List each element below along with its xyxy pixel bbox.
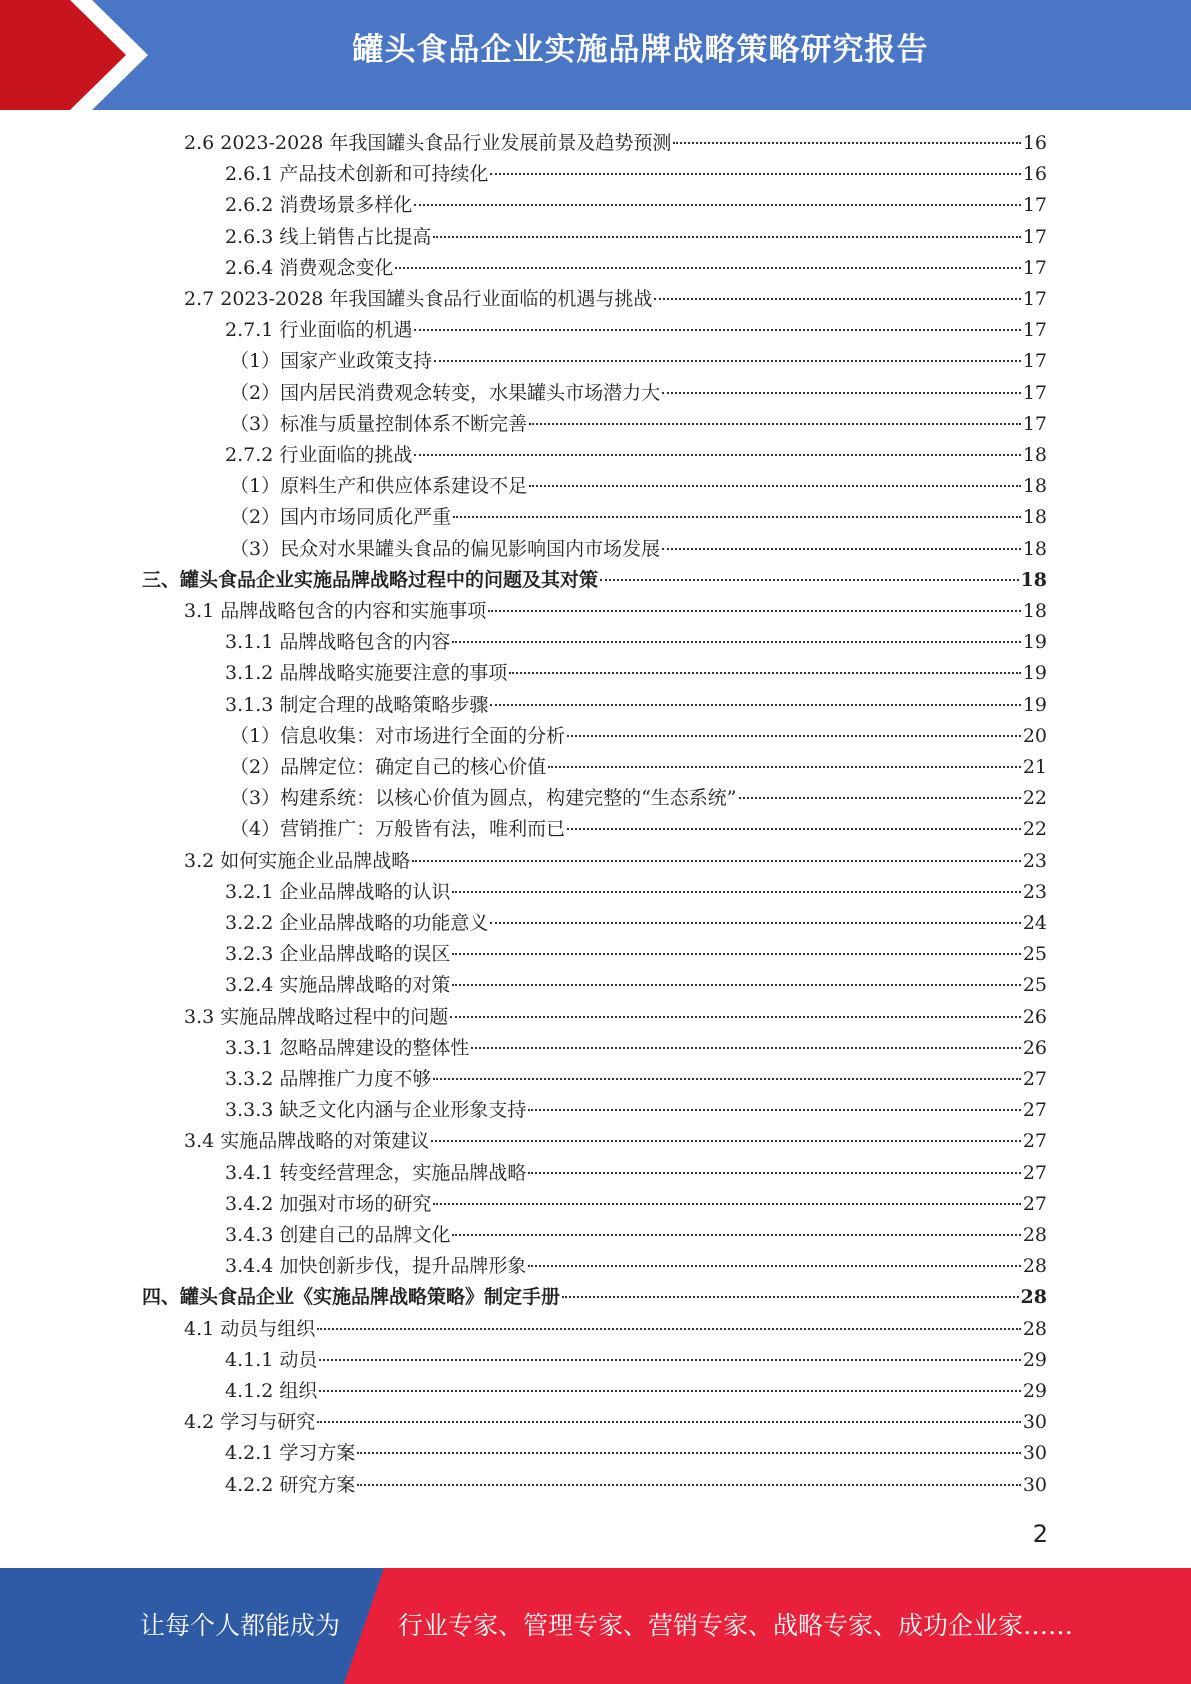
toc-chapter-entry[interactable] <box>142 1282 1047 1313</box>
toc-entry-page: 17 <box>1022 350 1047 373</box>
toc-dot-leader <box>528 1172 1020 1174</box>
toc-entry[interactable] <box>225 690 1047 721</box>
toc-entry-page: 29 <box>1022 1348 1047 1371</box>
toc-entry-page: 18 <box>1022 506 1047 529</box>
toc-entry-page: 17 <box>1022 288 1047 310</box>
toc-dot-leader <box>654 298 1020 300</box>
toc-entry-title: 4.1.2 组织 <box>225 1380 318 1402</box>
toc-entry-page: 18 <box>1022 444 1047 466</box>
toc-entry-page: 27 <box>1022 1161 1047 1184</box>
toc-entry[interactable] <box>184 284 1047 315</box>
toc-entry-title: 3.4.3 创建自己的品牌文化 <box>225 1224 451 1246</box>
toc-entry-page: 17 <box>1022 194 1047 217</box>
toc-dot-leader <box>357 1484 1020 1486</box>
toc-entry-title: （1）原料生产和供应体系建设不足 <box>230 475 528 498</box>
toc-entry-page: 21 <box>1022 756 1047 778</box>
toc-entry-title: （3）标准与质量控制体系不断完善 <box>230 412 528 435</box>
toc-dot-leader <box>452 953 1020 955</box>
toc-entry-title: （1）国家产业政策支持 <box>230 350 433 373</box>
toc-dot-leader <box>452 891 1020 893</box>
toc-entry-title: 3.2.1 企业品牌战略的认识 <box>225 880 451 903</box>
toc-entry[interactable] <box>225 315 1047 346</box>
toc-dot-leader <box>433 1078 1020 1080</box>
toc-entry-title: 2.7.2 行业面临的挑战 <box>225 444 413 466</box>
toc-entry[interactable] <box>184 596 1047 627</box>
footer-roles: 行业专家、管理专家、营销专家、战略专家、成功企业家…… <box>398 1611 1074 1640</box>
toc-entry[interactable] <box>230 783 1047 814</box>
toc-entry-title: 三、罐头食品企业实施品牌战略过程中的问题及其对策 <box>142 568 599 591</box>
toc-entry-title: 2.7 2023-2028 年我国罐头食品行业面临的机遇与挑战 <box>184 288 653 310</box>
toc-dot-leader <box>490 173 1020 175</box>
toc-dot-leader <box>319 1390 1020 1392</box>
toc-dot-leader <box>433 1203 1020 1205</box>
toc-entry[interactable] <box>225 1470 1047 1501</box>
toc-entry[interactable] <box>230 409 1047 440</box>
toc-dot-leader <box>431 1140 1021 1142</box>
toc-entry-page: 26 <box>1022 1036 1047 1059</box>
toc-dot-leader <box>528 1265 1020 1267</box>
toc-dot-leader <box>662 392 1021 394</box>
toc-dot-leader <box>600 579 1019 581</box>
toc-entry-page: 17 <box>1022 225 1047 248</box>
toc-entry-title: 2.7.1 行业面临的机遇 <box>225 319 413 342</box>
toc-entry-page: 20 <box>1022 724 1047 747</box>
toc-entry-page: 24 <box>1022 912 1047 934</box>
toc-dot-leader <box>319 1359 1020 1361</box>
toc-entry-page: 28 <box>1022 1224 1047 1246</box>
toc-entry-page: 25 <box>1022 943 1047 966</box>
toc-entry-title: 4.2 学习与研究 <box>184 1411 316 1434</box>
toc-entry-page: 19 <box>1022 662 1047 685</box>
toc-dot-leader <box>673 142 1020 144</box>
toc-entry-title: 3.4 实施品牌战略的对策建议 <box>184 1130 430 1153</box>
toc-entry[interactable] <box>225 1095 1047 1126</box>
toc-entry-page: 18 <box>1022 600 1047 622</box>
toc-dot-leader <box>433 236 1020 238</box>
toc-entry[interactable] <box>184 128 1047 159</box>
toc-entry-title: （2）品牌定位：确定自己的核心价值 <box>230 756 547 778</box>
toc-dot-leader <box>548 766 1021 768</box>
toc-entry-page: 18 <box>1020 568 1047 591</box>
toc-entry-page: 30 <box>1022 1473 1047 1496</box>
toc-entry-page: 25 <box>1022 974 1047 997</box>
toc-dot-leader <box>452 984 1020 986</box>
toc-entry-page: 27 <box>1022 1130 1047 1153</box>
toc-dot-leader <box>528 1109 1020 1111</box>
toc-entry[interactable] <box>225 939 1047 970</box>
toc-dot-leader <box>453 516 1021 518</box>
toc-entry[interactable] <box>225 1376 1047 1407</box>
toc-entry-title: 3.3.3 缺乏文化内涵与企业形象支持 <box>225 1099 527 1122</box>
toc-entry-page: 17 <box>1022 381 1047 404</box>
toc-entry-title: （2）国内居民消费观念转变，水果罐头市场潜力大 <box>230 381 661 404</box>
toc-entry[interactable] <box>225 658 1047 689</box>
toc-entry-title: （2）国内市场同质化严重 <box>230 506 452 529</box>
toc-entry-title: 四、罐头食品企业《实施品牌战略策略》制定手册 <box>142 1286 561 1309</box>
toc-entry[interactable] <box>225 190 1047 221</box>
page-footer <box>0 1568 1191 1684</box>
toc-entry-title: 3.1.2 品牌战略实施要注意的事项 <box>225 662 508 685</box>
toc-dot-leader <box>395 267 1020 269</box>
toc-entry[interactable] <box>225 1220 1047 1251</box>
toc-entry[interactable] <box>225 222 1047 253</box>
toc-entry[interactable] <box>225 1345 1047 1376</box>
page-number: 2 <box>1032 1520 1048 1548</box>
toc-entry[interactable] <box>225 253 1047 284</box>
toc-entry-title: 2.6 2023-2028 年我国罐头食品行业发展前景及趋势预测 <box>184 132 672 154</box>
toc-entry-title: 4.2.2 研究方案 <box>225 1473 356 1496</box>
toc-entry-page: 28 <box>1022 1255 1047 1278</box>
toc-entry[interactable] <box>230 378 1047 409</box>
toc-dot-leader <box>357 1452 1020 1454</box>
toc-dot-leader <box>490 922 1020 924</box>
toc-entry-page: 30 <box>1022 1411 1047 1434</box>
toc-dot-leader <box>562 1296 1019 1298</box>
toc-entry-title: 3.1.1 品牌战略包含的内容 <box>225 631 451 654</box>
toc-entry-title: 3.2.2 企业品牌战略的功能意义 <box>225 912 489 934</box>
toc-entry-page: 22 <box>1022 787 1047 810</box>
toc-entry[interactable] <box>225 627 1047 658</box>
toc-dot-leader <box>490 704 1020 706</box>
toc-entry-title: （3）民众对水果罐头食品的偏见影响国内市场发展 <box>230 537 661 560</box>
toc-entry[interactable] <box>230 721 1047 752</box>
toc-entry-page: 18 <box>1022 537 1047 560</box>
toc-entry[interactable] <box>225 440 1047 471</box>
toc-entry-title: 3.4.2 加强对市场的研究 <box>225 1192 432 1215</box>
toc-entry[interactable] <box>184 1002 1047 1033</box>
toc-entry-page: 16 <box>1022 163 1047 186</box>
toc-entry[interactable] <box>230 814 1047 845</box>
toc-entry-page: 17 <box>1022 412 1047 435</box>
toc-dot-leader <box>450 1016 1021 1018</box>
toc-entry[interactable] <box>225 1251 1047 1282</box>
toc-entry-page: 19 <box>1022 693 1047 716</box>
document-title: 罐头食品企业实施品牌战略策略研究报告 <box>352 32 929 68</box>
toc-dot-leader <box>412 860 1021 862</box>
toc-entry-page: 26 <box>1022 1005 1047 1028</box>
toc-entry-page: 19 <box>1022 631 1047 654</box>
toc-entry-title: 4.1.1 动员 <box>225 1348 318 1371</box>
toc-entry-page: 29 <box>1022 1380 1047 1402</box>
toc-entry-title: 2.6.3 线上销售占比提高 <box>225 225 432 248</box>
toc-chapter-entry[interactable] <box>142 565 1047 596</box>
toc-dot-leader <box>567 735 1021 737</box>
toc-dot-leader <box>434 360 1021 362</box>
toc-entry-title: 2.6.2 消费场景多样化 <box>225 194 413 217</box>
toc-entry-title: 2.6.4 消费观念变化 <box>225 256 394 279</box>
toc-dot-leader <box>414 204 1020 206</box>
toc-entry-title: 3.1.3 制定合理的战略策略步骤 <box>225 693 489 716</box>
page-header <box>0 0 1191 110</box>
toc-entry-title: 3.4.1 转变经营理念，实施品牌战略 <box>225 1161 527 1184</box>
toc-entry-page: 27 <box>1022 1192 1047 1215</box>
toc-entry-title: 3.3 实施品牌战略过程中的问题 <box>184 1005 449 1028</box>
toc-entry-title: 3.1 品牌战略包含的内容和实施事项 <box>184 600 487 622</box>
toc-entry[interactable] <box>225 877 1047 908</box>
footer-slogan: 让每个人都能成为 <box>140 1611 341 1640</box>
toc-dot-leader <box>567 828 1021 830</box>
toc-entry-page: 27 <box>1022 1099 1047 1122</box>
toc-entry[interactable] <box>184 846 1047 877</box>
toc-entry[interactable] <box>225 1064 1047 1095</box>
toc-entry[interactable] <box>225 1438 1047 1469</box>
toc-entry-title: 3.2.3 企业品牌战略的误区 <box>225 943 451 966</box>
toc-dot-leader <box>452 641 1020 643</box>
toc-entry[interactable] <box>184 1314 1047 1345</box>
toc-entry-page: 17 <box>1022 256 1047 279</box>
toc-dot-leader <box>529 485 1021 487</box>
toc-entry-title: 2.6.1 产品技术创新和可持续化 <box>225 163 489 186</box>
toc-entry[interactable] <box>225 1033 1047 1064</box>
toc-dot-leader <box>452 1234 1020 1236</box>
toc-entry[interactable] <box>184 1126 1047 1157</box>
toc-entry-page: 23 <box>1022 849 1047 872</box>
toc-entry-page: 27 <box>1022 1068 1047 1090</box>
toc-entry-title: 3.2 如何实施企业品牌战略 <box>184 849 411 872</box>
toc-dot-leader <box>317 1328 1021 1330</box>
toc-entry-page: 16 <box>1022 132 1047 154</box>
toc-entry[interactable] <box>230 534 1047 565</box>
toc-entry[interactable] <box>230 471 1047 502</box>
toc-entry-title: 4.2.1 学习方案 <box>225 1442 356 1465</box>
toc-dot-leader <box>488 610 1021 612</box>
toc-dot-leader <box>414 454 1020 456</box>
toc-entry[interactable] <box>225 908 1047 939</box>
toc-dot-leader <box>662 548 1021 550</box>
toc-entry[interactable] <box>225 1189 1047 1220</box>
toc-entry[interactable] <box>225 1158 1047 1189</box>
toc-dot-leader <box>529 423 1021 425</box>
toc-entry-title: （3）构建系统：以核心价值为圆点，构建完整的“生态系统” <box>230 787 737 810</box>
toc-entry[interactable] <box>230 502 1047 533</box>
toc-entry-title: 3.4.4 加快创新步伐，提升品牌形象 <box>225 1255 527 1278</box>
toc-entry[interactable] <box>230 346 1047 377</box>
toc-entry-title: 3.3.1 忽略品牌建设的整体性 <box>225 1036 470 1059</box>
toc-entry-title: （1）信息收集：对市场进行全面的分析 <box>230 724 566 747</box>
toc-dot-leader <box>414 329 1020 331</box>
toc-entry-page: 17 <box>1022 319 1047 342</box>
toc-entry-page: 18 <box>1022 475 1047 498</box>
toc-dot-leader <box>739 797 1021 799</box>
toc-dot-leader <box>471 1047 1020 1049</box>
toc-entry[interactable] <box>184 1407 1047 1438</box>
toc-dot-leader <box>509 672 1020 674</box>
toc-entry-page: 22 <box>1022 818 1047 841</box>
toc-entry[interactable] <box>225 159 1047 190</box>
toc-entry-page: 30 <box>1022 1442 1047 1465</box>
toc-entry[interactable] <box>225 970 1047 1001</box>
toc-entry-title: 3.2.4 实施品牌战略的对策 <box>225 974 451 997</box>
toc-entry[interactable] <box>230 752 1047 783</box>
toc-entry-title: 4.1 动员与组织 <box>184 1317 316 1340</box>
toc-entry-page: 23 <box>1022 880 1047 903</box>
toc-entry-title: 3.3.2 品牌推广力度不够 <box>225 1068 432 1090</box>
toc-entry-page: 28 <box>1022 1317 1047 1340</box>
toc-dot-leader <box>317 1421 1021 1423</box>
toc-entry-page: 28 <box>1020 1286 1047 1309</box>
toc-entry-title: （4）营销推广：万般皆有法，唯利而已 <box>230 818 566 841</box>
